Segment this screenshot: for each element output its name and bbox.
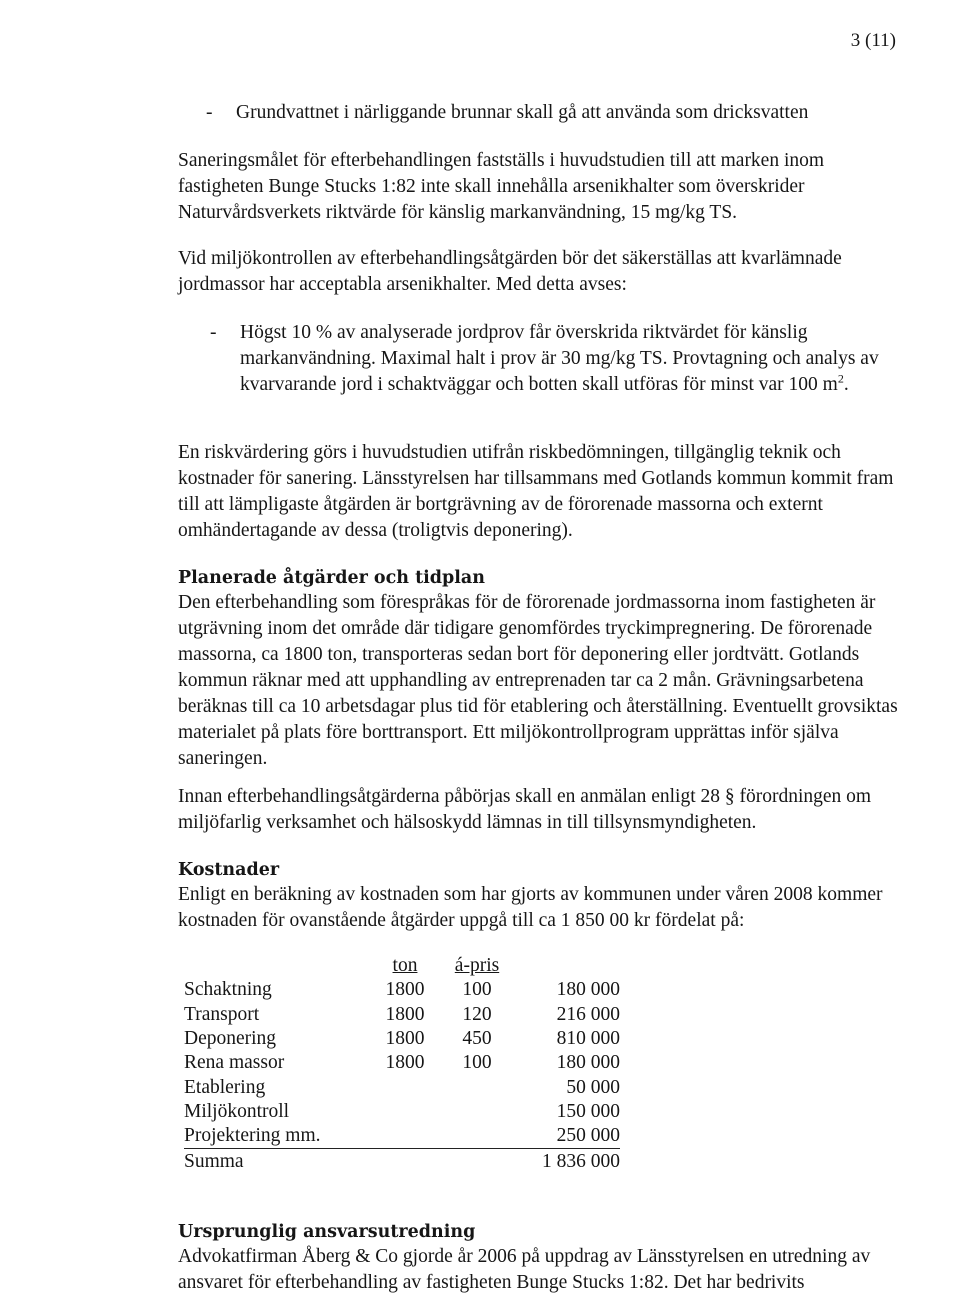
bullet-groundwater (206, 100, 916, 126)
paragraph-riskvardering: En riskvärdering görs i huvudstudien utifrån riskbedömningen, tillgänglig teknik och kostnader för sanering. Länsstyrelsen har tillsammans med Gotlands kommun kommit fram till att lämpligaste åtgärden är bortgrävning av de förorenade massorna och externt omhändertagande av dessa (troligtvis deponering). (178, 442, 894, 541)
header-a-pris: á-pris (454, 955, 500, 977)
cost-item: Deponering (184, 1028, 277, 1050)
table-row (184, 1124, 620, 1149)
cost-pris (434, 1075, 520, 1099)
header-ton: ton (392, 955, 418, 977)
cost-sum: 50 000 (566, 1076, 620, 1098)
table-row (184, 1075, 620, 1099)
superscript-2: 2 (837, 371, 844, 386)
cost-ton: 1800 (385, 979, 425, 1001)
cost-sum: 810 000 (556, 1028, 620, 1050)
cost-item: Schaktning (184, 979, 272, 1001)
bullet-hogst-tail: . (843, 374, 849, 395)
paragraph-anmalan: Innan efterbehandlingsåtgärderna påbörjas skall en anmälan enligt 28 § förordningen om miljöfarlig verksamhet och hälsoskydd lämnas in till tillsynsmyndigheten. (178, 786, 872, 833)
total-sum: 1 836 000 (542, 1150, 620, 1172)
cost-item: Miljökontroll (184, 1100, 290, 1122)
heading-kostnader: Kostnader (178, 860, 280, 880)
table-row (184, 1003, 620, 1027)
bullet-dash: - (210, 322, 217, 343)
paragraph-miljokontroll: Vid miljökontrollen av efterbehandlingsåtgärden bör det säkerställas att kvarlämnade jordmassor har acceptabla arsenikhalter. Med detta avses: (178, 248, 842, 295)
cost-item: Transport (184, 1003, 260, 1025)
cost-sum: 250 000 (520, 1124, 620, 1149)
cost-item: Rena massor (184, 1052, 285, 1074)
cost-ton: 1800 (385, 1052, 425, 1074)
paragraph-planerade: Den efterbehandling som förespråkas för de förorenade jordmassorna inom fastigheten är utgrävning inom det område där tidigare genomfördes tryckimpregnering. De förorenade massorna, ca 1800 ton, transporteras sedan bort för deponering eller jordtvätt. Gotlands kommun räknar med att upphandling av entreprenaden tar ca 2 mån. Grävningsarbetena beräknas till ca 10 arbetsdagar plus tid för etablering och återställning. Eventuellt grovsiktas materialet på plats före borttransport. Ett miljökontrollprogram upprättas inför själva saneringen. (178, 592, 898, 769)
heading-ursprunglig: Ursprunglig ansvarsutredning (178, 1222, 476, 1242)
cost-ton: 1800 (385, 1003, 425, 1025)
cost-ton (376, 1075, 434, 1099)
cost-sum: 216 000 (556, 1003, 620, 1025)
cost-table-header (184, 954, 620, 978)
cost-ton (376, 1100, 434, 1124)
table-row (184, 1027, 620, 1051)
bullet-groundwater-text: Grundvattnet i närliggande brunnar skall gå att använda som dricksvatten (236, 102, 809, 123)
total-label: Summa (184, 1150, 244, 1172)
cost-sum: 180 000 (556, 1052, 620, 1074)
table-row (184, 1100, 620, 1124)
cost-ton: 1800 (385, 1028, 425, 1050)
cost-sum: 180 000 (556, 979, 620, 1001)
cost-pris: 100 (462, 1052, 492, 1074)
cost-item: Etablering (184, 1076, 266, 1098)
cost-pris: 120 (462, 1003, 492, 1025)
cost-pris (434, 1124, 520, 1149)
cost-pris: 100 (462, 979, 492, 1001)
paragraph-kostnader: Enligt en beräkning av kostnaden som har gjorts av kommunen under våren 2008 kommer kostnaden för ovanstående åtgärder uppgå till ca 1 850 00 kr fördelat på: (178, 884, 883, 931)
cost-table (184, 954, 620, 1174)
cost-pris (434, 1100, 520, 1124)
paragraph-saneringsmal: Saneringsmålet för efterbehandlingen fastställs i huvudstudien till att marken inom fastigheten Bunge Stucks 1:82 inte skall innehålla arsenikhalter som överskrider Naturvårdsverkets riktvärde för känslig markanvändning, 15 mg/kg TS. (178, 150, 825, 223)
table-row (184, 1051, 620, 1075)
bullet-hogst-text: Högst 10 % av analyserade jordprov får överskrida riktvärdet för känslig markanvändning. Maximal halt i prov är 30 mg/kg TS. Provtagning och analys av kvarvarande jord i schaktväggar och botten skall utföras för minst var 100 m (240, 322, 879, 395)
bullet-hogst (210, 320, 880, 398)
cost-item: Projektering mm. (184, 1124, 376, 1149)
page-number: 3 (11) (850, 30, 896, 51)
cost-pris: 450 (462, 1028, 492, 1050)
cost-sum: 150 000 (556, 1100, 620, 1122)
heading-planerade: Planerade åtgärder och tidplan (178, 568, 485, 588)
table-row (184, 978, 620, 1002)
table-total-row (184, 1149, 620, 1174)
cost-ton (376, 1124, 434, 1149)
bullet-dash: - (206, 102, 213, 123)
paragraph-ursprunglig: Advokatfirman Åberg & Co gjorde år 2006 på uppdrag av Länsstyrelsen en utredning av ansvaret för efterbehandling av fastigheten Bunge Stucks 1:82. Det har bedrivits (178, 1246, 871, 1293)
